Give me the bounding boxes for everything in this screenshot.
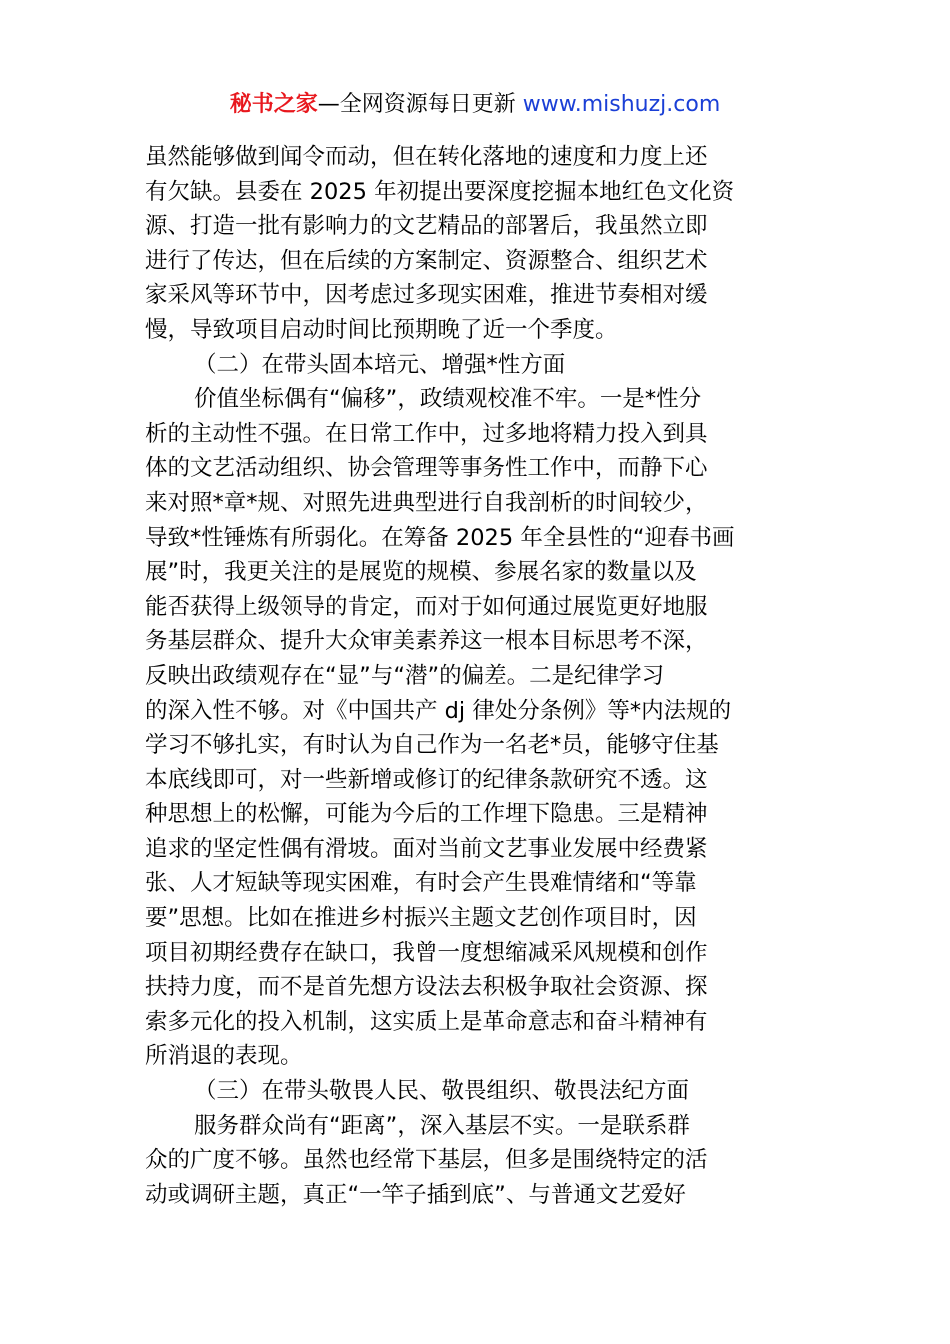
text-line: 本底线即可，对一些新增或修订的纪律条款研究不透。这 [145, 766, 708, 793]
text-line: 反映出政绩观存在“显”与“潜”的偏差。二是纪律学习 [145, 662, 665, 689]
text-line: 价值坐标偶有“偏移”，政绩观校准不牢。一是*性分 [194, 386, 702, 413]
text-line: 所消退的表现。 [145, 1043, 303, 1070]
document-body [145, 140, 810, 1212]
text-line: 导致*性锤炼有所弱化。在筹备 2025 年全县性的“迎春书画 [145, 524, 735, 551]
text-line: 要”思想。比如在推进乡村振兴主题文艺创作项目时，因 [145, 905, 697, 932]
site-header [0, 90, 950, 120]
text-line: 追求的坚定性偶有滑坡。面对当前文艺事业发展中经费紧 [145, 835, 708, 862]
text-line: 的深入性不够。对《中国共产 dj 律处分条例》等*内法规的 [145, 697, 732, 724]
text-line: 源、打造一批有影响力的文艺精品的部署后，我虽然立即 [145, 213, 708, 240]
text-line: 家采风等环节中，因考虑过多现实困难，推进节奏相对缓 [145, 282, 708, 309]
text-line: 众的广度不够。虽然也经常下基层，但多是围绕特定的活 [145, 1147, 708, 1174]
text-line: 动或调研主题，真正“一竿子插到底”、与普通文艺爱好 [145, 1181, 686, 1208]
header-tagline: —全网资源每日更新 [317, 92, 523, 117]
text-line: （三）在带头敬畏人民、敬畏组织、敬畏法纪方面 [194, 1078, 690, 1105]
text-line: 有欠缺。县委在 2025 年初提出要深度挖掘本地红色文化资 [145, 178, 735, 205]
text-line: 种思想上的松懈，可能为今后的工作埋下隐患。三是精神 [145, 801, 708, 828]
text-line: 析的主动性不强。在日常工作中，过多地将精力投入到具 [145, 420, 708, 447]
text-line: 虽然能够做到闻令而动，但在转化落地的速度和力度上还 [145, 144, 708, 170]
text-line: （二）在带头固本培元、增强*性方面 [194, 351, 566, 378]
text-line: 能否获得上级领导的肯定，而对于如何通过展览更好地服 [145, 593, 708, 620]
text-line: 索多元化的投入机制，这实质上是革命意志和奋斗精神有 [145, 1008, 708, 1035]
text-line: 展”时，我更关注的是展览的规模、参展名家的数量以及 [145, 559, 697, 586]
text-line: 服务群众尚有“距离”，深入基层不实。一是联系群 [194, 1112, 690, 1139]
text-line: 来对照*章*规、对照先进典型进行自我剖析的时间较少， [145, 489, 708, 516]
text-line: 项目初期经费存在缺口，我曾一度想缩减采风规模和创作 [145, 939, 708, 966]
text-line: 务基层群众、提升大众审美素养这一根本目标思考不深， [145, 628, 708, 655]
text-line: 学习不够扎实，有时认为自己作为一名老*员，能够守住基 [145, 732, 719, 759]
text-line: 张、人才短缺等现实困难，有时会产生畏难情绪和“等靠 [145, 870, 697, 897]
text-line: 慢，导致项目启动时间比预期晚了近一个季度。 [145, 316, 618, 343]
text-line: 扶持力度，而不是首先想方设法去积极争取社会资源、探 [145, 974, 708, 1001]
site-url-link[interactable]: www.mishuzj.com [522, 92, 721, 117]
brand-name: 秘书之家 [229, 92, 318, 117]
text-line: 体的文艺活动组织、协会管理等事务性工作中，而静下心 [145, 455, 708, 482]
text-line: 进行了传达，但在后续的方案制定、资源整合、组织艺术 [145, 247, 708, 274]
